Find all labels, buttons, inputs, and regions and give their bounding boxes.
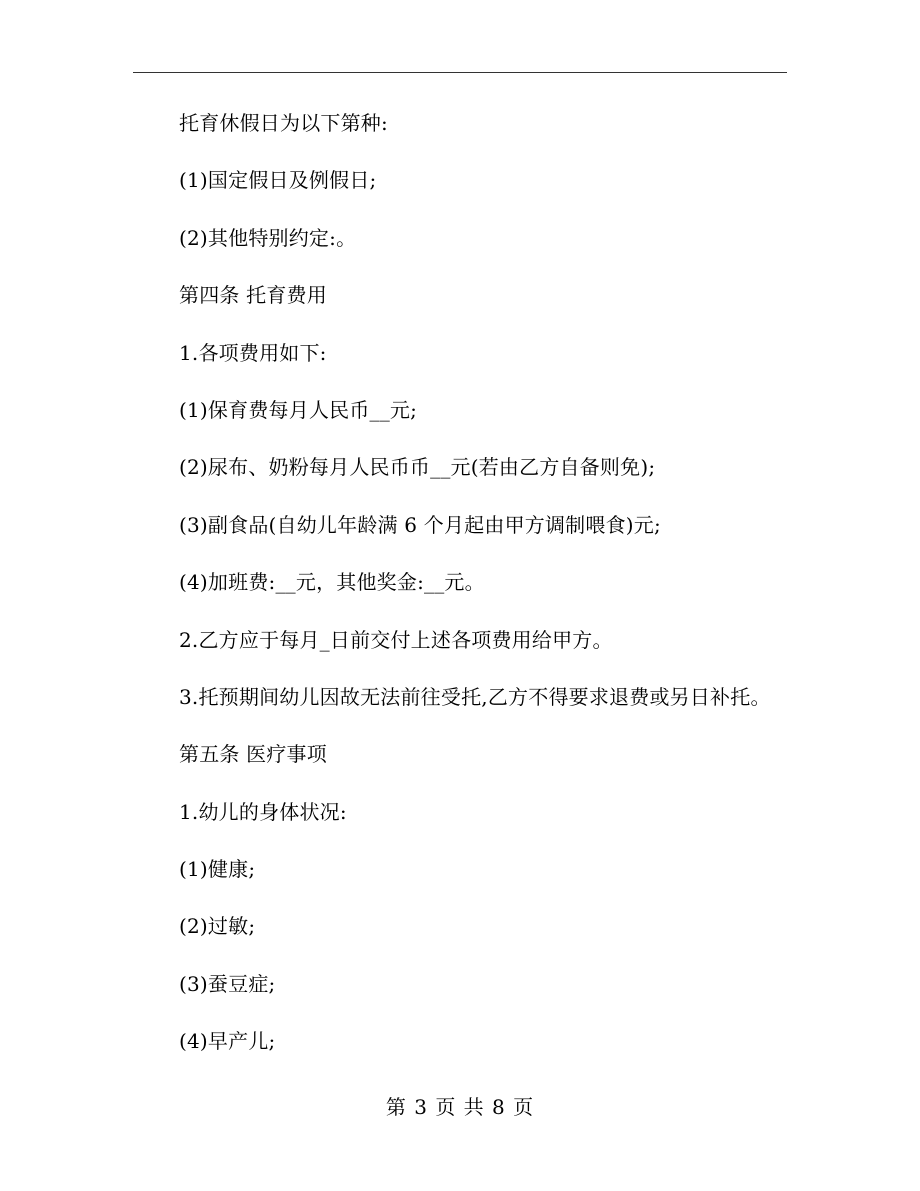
document-body bbox=[179, 106, 819, 1082]
body-line: (4)加班费:__元，其他奖金:__元。 bbox=[179, 570, 485, 595]
section-heading: 第四条 托育费用 bbox=[179, 283, 327, 308]
body-line: (3)副食品(自幼儿年龄满 6 个月起由甲方调制喂食)元; bbox=[179, 512, 661, 537]
body-line: (4)早产儿; bbox=[179, 1029, 276, 1054]
body-line: (1)健康; bbox=[179, 857, 256, 882]
body-line: 3.托预期间幼儿因故无法前往受托,乙方不得要求退费或另日补托。 bbox=[179, 684, 771, 709]
body-line: (3)蚕豆症; bbox=[179, 971, 276, 996]
body-line: (2)其他特别约定:。 bbox=[179, 225, 357, 250]
body-line: 1.幼儿的身体状况: bbox=[179, 799, 347, 824]
body-line: (1)保育费每月人民币__元; bbox=[179, 397, 418, 422]
body-line: 托育休假日为以下第种: bbox=[179, 111, 388, 135]
body-line: 1.各项费用如下: bbox=[179, 340, 327, 365]
body-line: (2)过敏; bbox=[179, 914, 256, 939]
body-line: 2.乙方应于每月_日前交付上述各项费用给甲方。 bbox=[179, 627, 613, 652]
body-line: (2)尿布、奶粉每月人民币币__元(若由乙方自备则免); bbox=[179, 455, 656, 480]
body-line: (1)国定假日及例假日; bbox=[179, 168, 377, 193]
page-number: 第 3 页 共 8 页 bbox=[385, 1095, 535, 1119]
section-heading: 第五条 医疗事项 bbox=[179, 742, 327, 767]
header-rule bbox=[133, 72, 787, 73]
